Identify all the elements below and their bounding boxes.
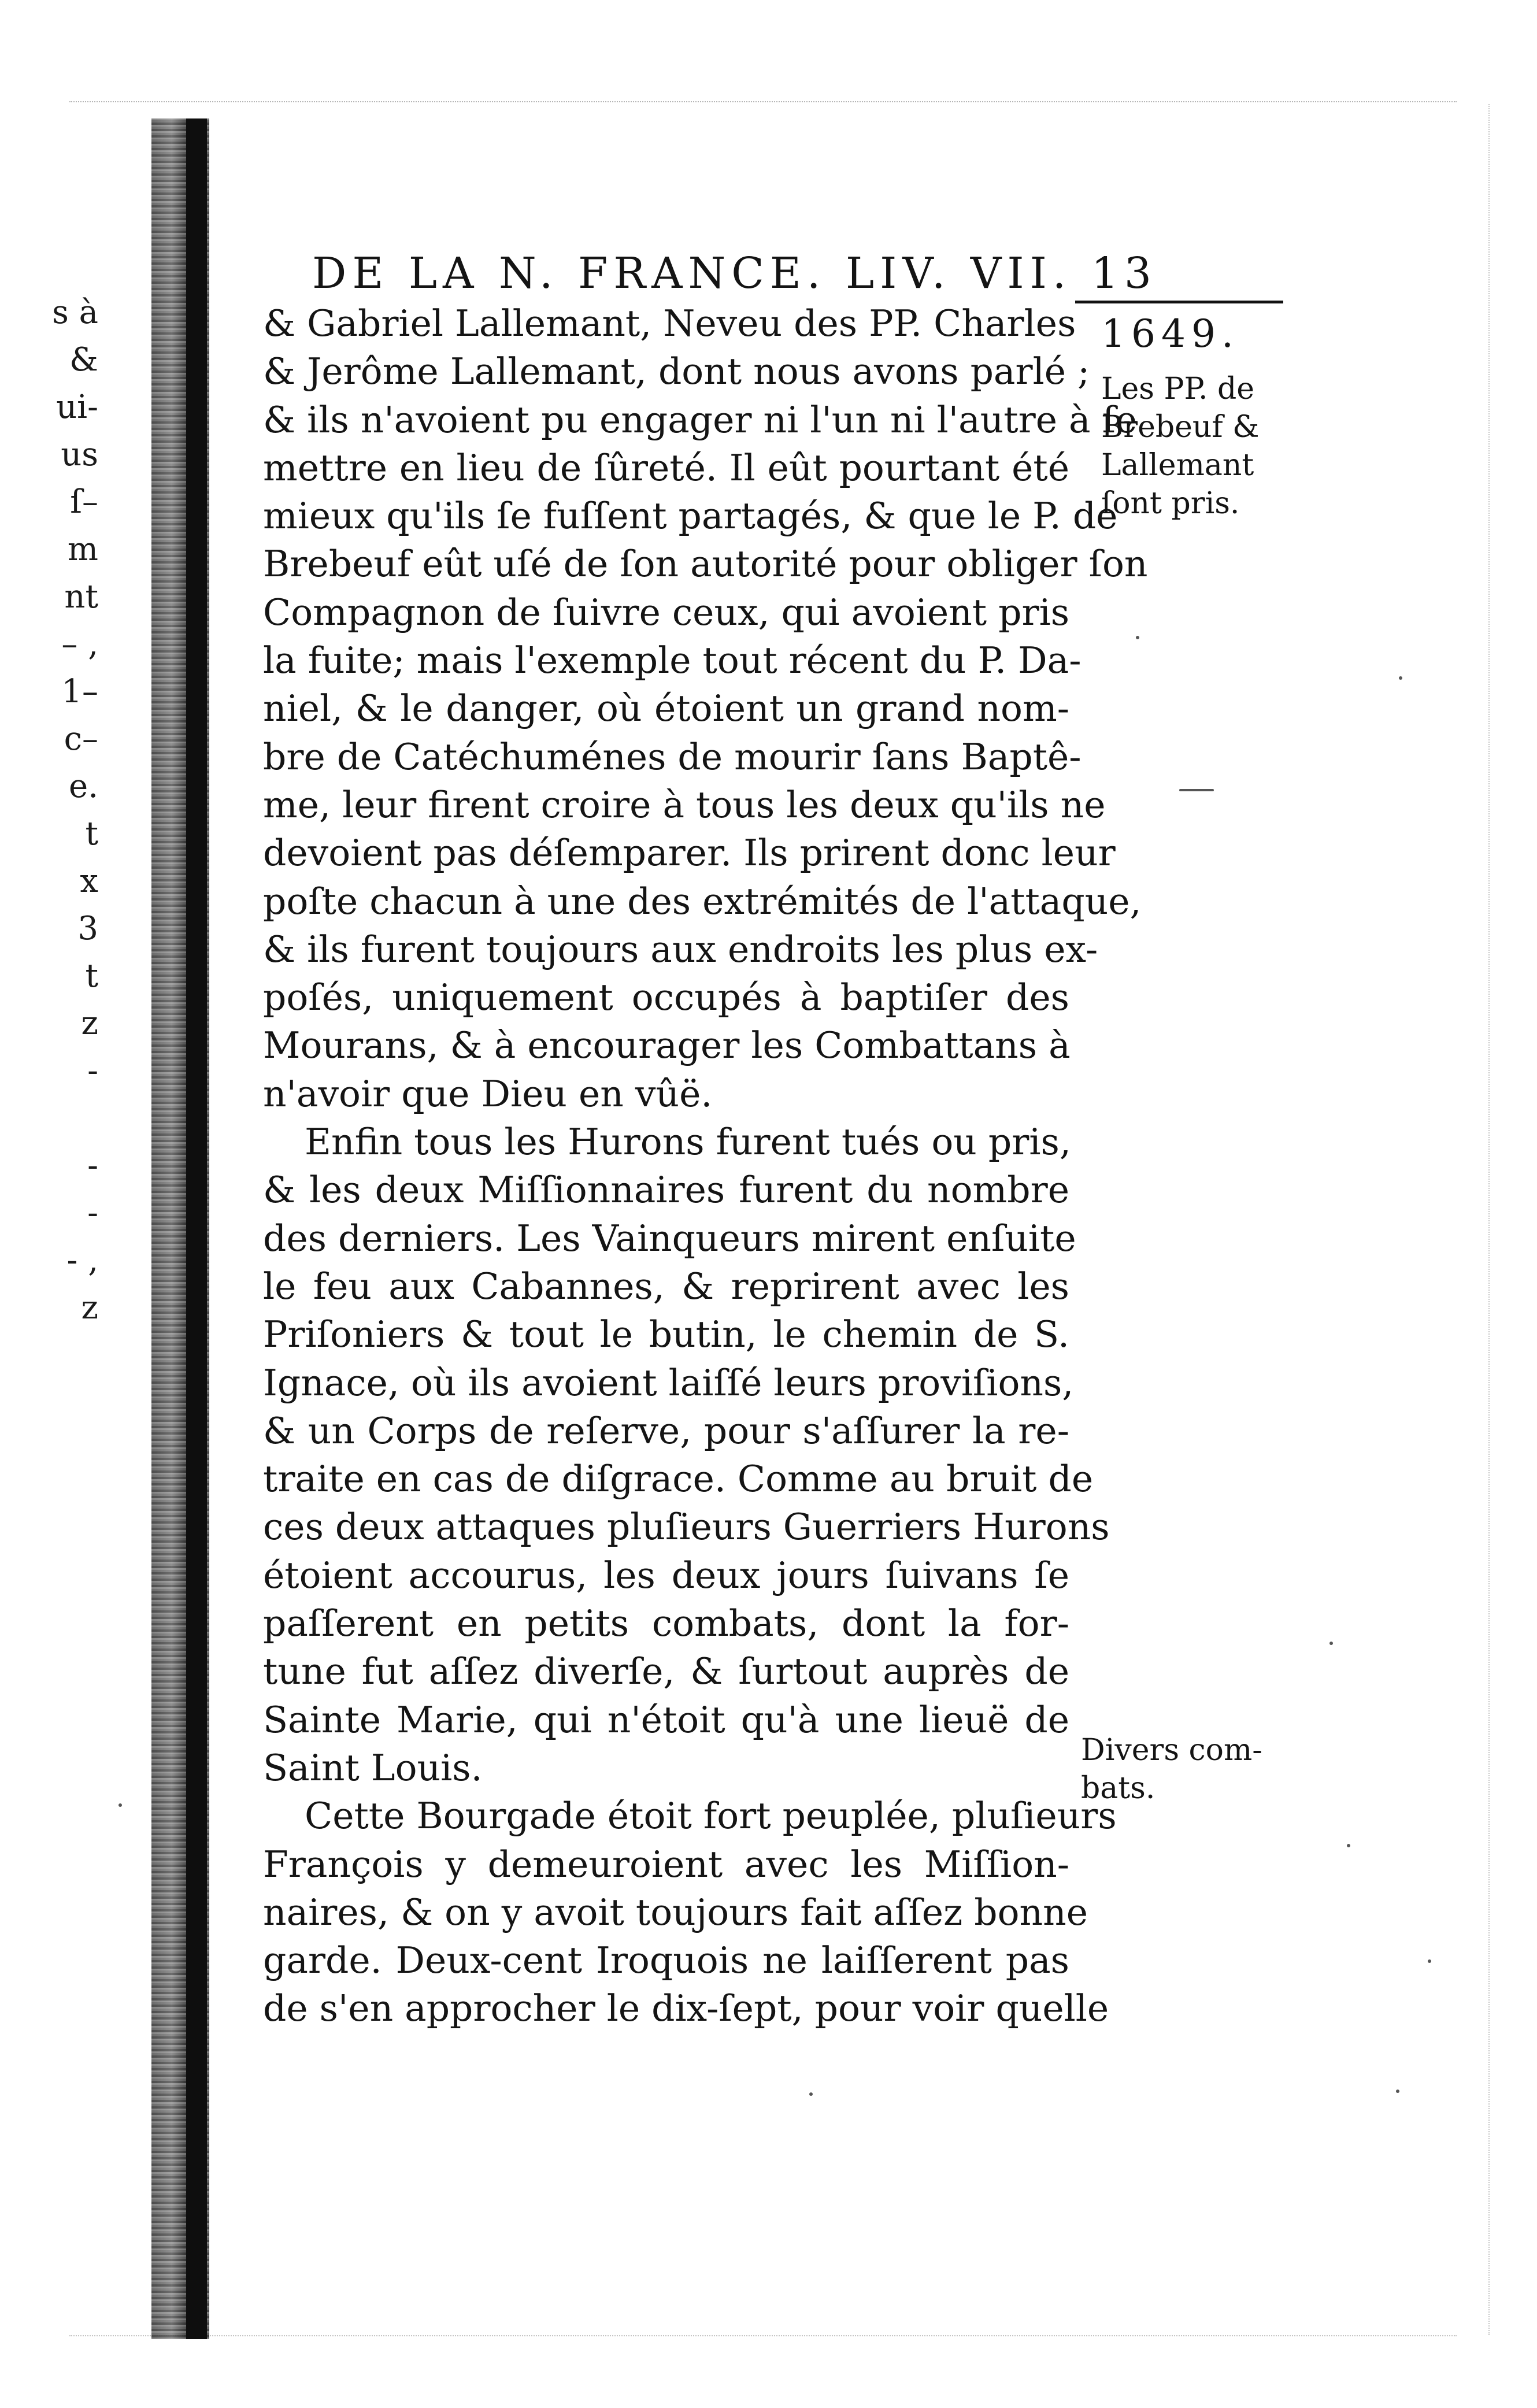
facing-page-fragment: 3	[77, 910, 98, 947]
facing-page-fragment: c–	[64, 720, 98, 758]
facing-page-fragment: us	[61, 436, 98, 473]
text-line: traite en cas de diſgrace. Comme au bruit de	[263, 1458, 1094, 1501]
header-rule	[1075, 301, 1283, 303]
text-line: n'avoir que Dieu en vûë.	[263, 1072, 713, 1115]
text-line: le feu aux Cabannes, & reprirent avec les	[263, 1265, 1069, 1307]
margin-note-capture	[1101, 370, 1259, 523]
text-line: Enfin tous les Hurons furent tués ou pris,	[305, 1121, 1071, 1164]
ink-speck	[1428, 1959, 1431, 1963]
ink-speck	[1179, 789, 1214, 791]
text-line: devoient pas déſemparer. Ils prirent donc leur	[263, 832, 1116, 875]
text-line: & un Corps de reſerve, pour s'aſſurer la re-	[263, 1409, 1069, 1452]
text-line: garde. Deux-cent Iroquois ne laiſſerent pas	[263, 1939, 1069, 1982]
text-line: Compagnon de ſuivre ceux, qui avoient pris	[263, 591, 1070, 634]
facing-page-fragment: m	[67, 531, 98, 568]
facing-page-fragment: – ,	[61, 625, 98, 663]
text-line: & les deux Miſſionnaires furent du nombre	[263, 1169, 1069, 1212]
running-head: DE LA N. FRANCE. LIV. VII. 13	[312, 249, 1158, 298]
ink-speck	[809, 2092, 813, 2096]
facing-page-fragment: 1–	[61, 673, 98, 710]
text-line: des derniers. Les Vainqueurs mirent enſuite	[263, 1217, 1076, 1259]
ink-speck	[1396, 2090, 1399, 2093]
facing-page-fragment: - ,	[66, 1242, 98, 1279]
margin-note-line: Divers com-	[1081, 1733, 1262, 1768]
facing-page-fragment: s à	[52, 294, 98, 331]
facing-page-fragment: t	[85, 957, 98, 995]
text-line: poſte chacun à une des extrémités de l'attaque,	[263, 880, 1142, 923]
text-line: mettre en lieu de ſûreté. Il eût pourtant été	[263, 446, 1069, 489]
facing-page-fragment: z	[81, 1289, 98, 1327]
text-line: étoient accourus, les deux jours ſuivans ſe	[263, 1554, 1069, 1596]
text-line: me, leur firent croire à tous les deux qu'ils ne	[263, 783, 1106, 826]
text-line: paſſerent en petits combats, dont la for-	[263, 1602, 1069, 1645]
facing-page-fragment: -	[87, 1147, 98, 1184]
margin-year: 1649.	[1101, 312, 1239, 356]
text-line: de s'en approcher le dix-ſept, pour voir quelle	[263, 1987, 1109, 2030]
text-line: tune fut aſſez diverſe, & ſurtout auprès de	[263, 1650, 1069, 1693]
facing-page-fragment: e.	[69, 768, 98, 805]
text-line: & Gabriel Lallemant, Neveu des PP. Charles	[263, 302, 1076, 344]
text-line: François y demeuroient avec les Miſſion-	[263, 1843, 1069, 1885]
text-line: & ils n'avoient pu engager ni l'un ni l'autre à ſe	[263, 398, 1138, 441]
margin-note-line: Brebeuf &	[1101, 410, 1260, 444]
facing-page-fragments	[0, 289, 116, 1332]
facing-page-fragment: ſ–	[70, 483, 98, 521]
ink-speck	[1136, 636, 1139, 639]
text-line: mieux qu'ils ſe fuſſent partagés, & que le P. de	[263, 495, 1118, 538]
facing-page-fragment: ui-	[56, 388, 98, 426]
facing-page-fragment: z	[81, 1005, 98, 1042]
text-line: Ignace, où ils avoient laiſſé leurs proviſions,	[263, 1361, 1074, 1404]
ink-speck	[1329, 1642, 1333, 1645]
text-line: Cette Bourgade étoit fort peuplée, pluſieurs	[305, 1795, 1117, 1838]
text-line: Brebeuf eût uſé de ſon autorité pour obliger ſon	[263, 543, 1148, 586]
ink-speck	[1399, 676, 1402, 680]
text-line: niel, & le danger, où étoient un grand nom-	[263, 687, 1069, 730]
facing-page-fragment: t	[85, 815, 98, 853]
ink-speck	[118, 1803, 122, 1807]
ink-speck	[1347, 1844, 1350, 1847]
margin-note-line: Lallemant	[1101, 448, 1254, 483]
page-bottom-edge	[69, 2335, 1457, 2336]
text-line: Saint Louis.	[263, 1746, 483, 1789]
text-line: Sainte Marie, qui n'étoit qu'à une lieuë de	[263, 1698, 1069, 1741]
page-top-edge	[69, 101, 1457, 102]
facing-page-fragment: -	[87, 1052, 98, 1090]
facing-page-fragment: x	[80, 862, 98, 900]
book-gutter-edge	[186, 118, 207, 2339]
text-line: & Jerôme Lallemant, dont nous avons parlé ;	[263, 350, 1090, 393]
facing-page-fragment: nt	[64, 578, 98, 616]
text-line: poſés, uniquement occupés à baptiſer des	[263, 976, 1069, 1019]
facing-page-fragment: -	[87, 1194, 98, 1232]
text-line: Mourans, & à encourager les Combattans à	[263, 1024, 1071, 1067]
margin-note-line: Les PP. de	[1101, 372, 1255, 406]
text-line: naires, & on y avoit toujours fait aſſez bonne	[263, 1891, 1088, 1933]
page-right-edge	[1488, 104, 1490, 2335]
text-line: ces deux attaques pluſieurs Guerriers Hurons	[263, 1506, 1110, 1548]
text-line: la fuite; mais l'exemple tout récent du P. Da-	[263, 639, 1082, 682]
facing-page-fragment: &	[69, 341, 98, 379]
margin-note-line: ſont pris.	[1101, 486, 1240, 521]
body-text	[263, 299, 1148, 2033]
text-line: & ils furent toujours aux endroits les plus ex-	[263, 928, 1098, 970]
margin-note-line: bats.	[1081, 1771, 1155, 1806]
facing-page-fragment	[0, 1095, 116, 1142]
text-line: bre de Catéchuménes de mourir ſans Baptê-	[263, 735, 1082, 778]
text-line: Priſoniers & tout le butin, le chemin de S.	[263, 1313, 1069, 1356]
